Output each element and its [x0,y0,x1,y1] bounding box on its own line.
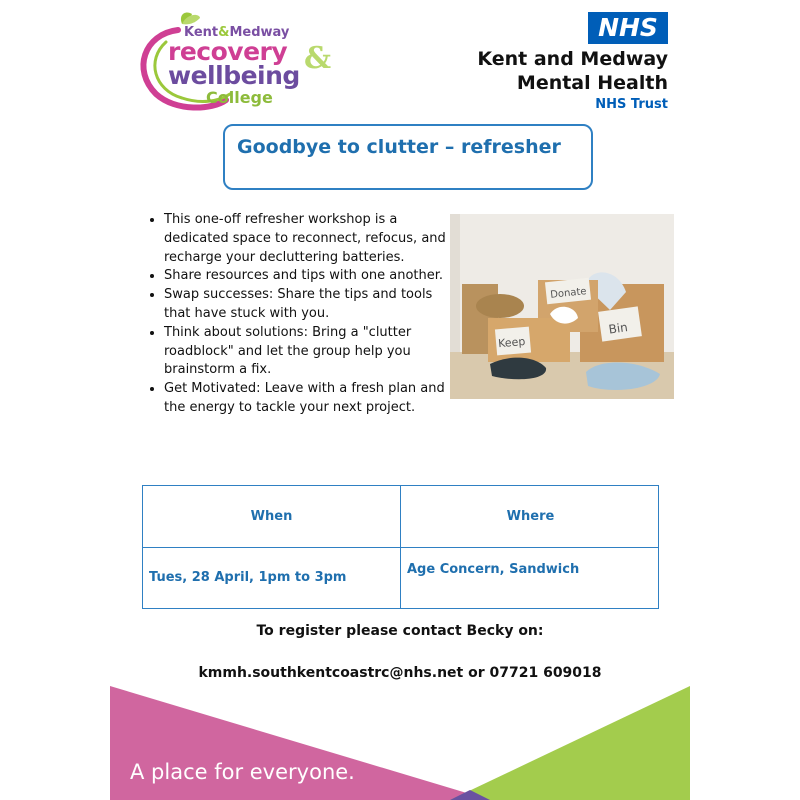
logo-recovery-text: recovery [168,37,288,66]
nhs-logo-badge: NHS [588,12,668,44]
logo-kent-medway-text: Kent&Medway [184,25,290,40]
contact-details: kmmh.southkentcoastrc@nhs.net or 07721 609018 [198,665,602,681]
workshop-bullet-list [148,211,454,418]
title-box [223,124,593,190]
table-divider-horizontal [143,547,658,548]
event-location: Age Concern, Sandwich [407,562,580,577]
list-item: • Think about solutions: Bring a "clutter roadblock" and let the group help you brainstorm a fix. [164,324,454,380]
event-date-time: Tues, 28 April, 1pm to 3pm [149,570,347,585]
logo-wellbeing-text: wellbeing [168,61,300,90]
when-header: When [250,509,293,524]
photo-box-label-bin: Bin [607,320,629,337]
recovery-college-logo [126,8,331,112]
logo-college-text: College [206,88,273,107]
flyer-page [110,0,690,800]
list-item: • Share resources and tips with one another. [164,267,454,286]
register-instructions: To register please contact Becky on: [256,623,544,639]
event-details-table [142,485,659,609]
list-item: • This one-off refresher workshop is a dedicated space to reconnect, refocus, and recharge your decluttering batteries. [164,211,454,267]
page-title: Goodbye to clutter – refresher [237,136,561,158]
footer-tagline: A place for everyone. [130,760,355,784]
list-item: • Swap successes: Share the tips and tools that have stuck with you. [164,286,454,324]
list-item: • Get Motivated: Leave with a fresh plan and the energy to tackle your next project. [164,380,454,418]
nhs-trust-name-line1: Kent and Medway [477,48,668,70]
logo-ampersand: & [304,41,332,76]
nhs-trust-label: NHS Trust [595,97,668,112]
photo-box-label-donate: Donate [549,286,588,301]
where-header: Where [506,509,555,524]
decluttering-boxes-photo [450,214,674,399]
nhs-trust-name-line2: Mental Health [516,72,668,94]
photo-box-label-keep: Keep [497,334,526,351]
